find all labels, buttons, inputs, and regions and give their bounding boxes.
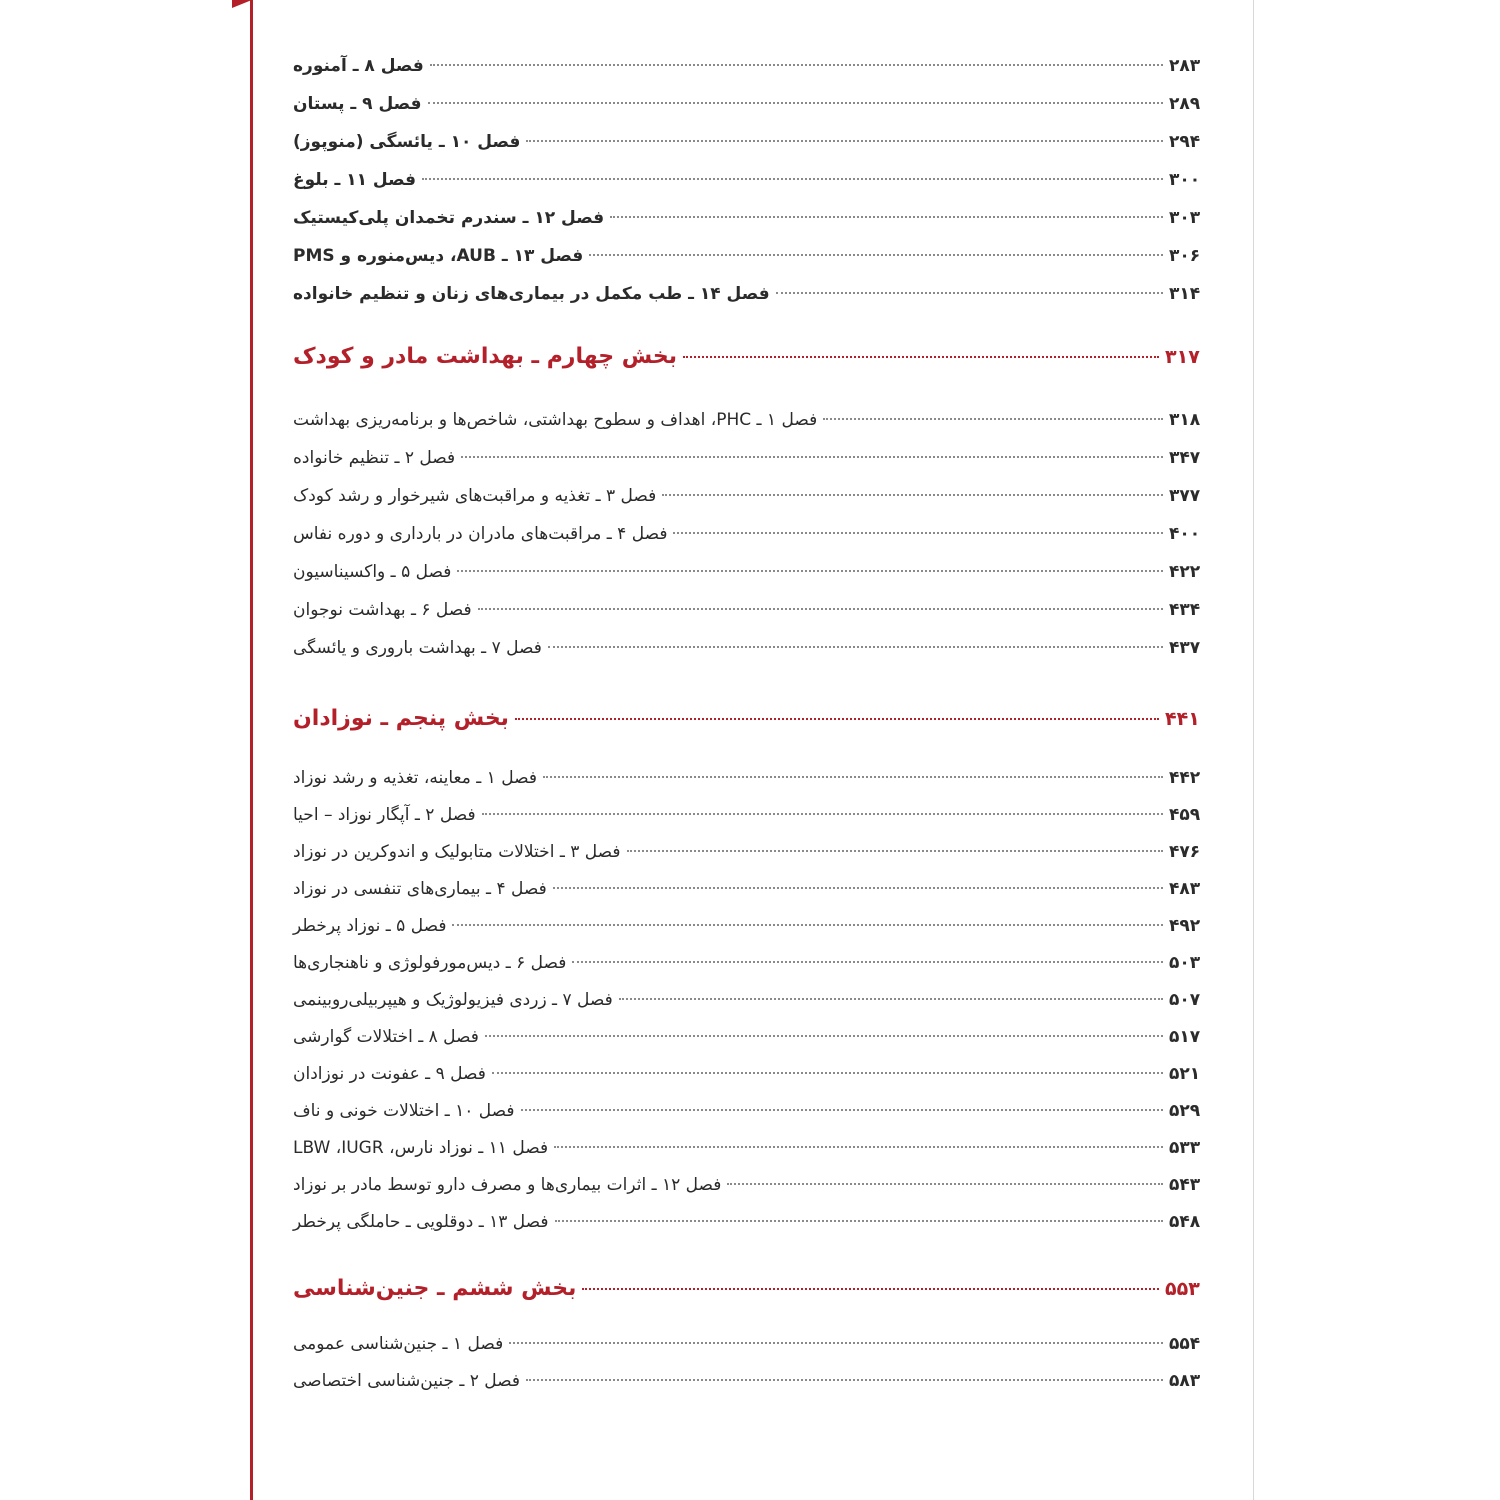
section-title: بخش پنجم ـ نوزادان: [293, 706, 509, 731]
toc-row[interactable]: [293, 56, 1209, 92]
chapter-title: فصل ۸ ـ آمنوره: [293, 56, 424, 76]
chapter-title: فصل ۶ ـ دیس‌مورفولوژی و ناهنجاری‌ها: [293, 953, 567, 973]
dot-leader: [555, 1220, 1163, 1222]
page-number: ۳۴۷: [1169, 448, 1201, 468]
chapter-title: فصل ۱۱ ـ نوزاد نارس، LBW ،IUGR: [293, 1138, 549, 1158]
chapter-title: فصل ۹ ـ پستان: [293, 94, 422, 114]
toc-page: [250, 0, 1254, 1500]
toc-section-heading[interactable]: [293, 706, 1209, 746]
dot-leader: [521, 1109, 1163, 1111]
toc-row[interactable]: [293, 953, 1209, 989]
chapter-title: فصل ۱۴ ـ طب مکمل در بیماری‌های زنان و تنظیم خانواده: [293, 284, 770, 304]
toc-row[interactable]: [293, 1064, 1209, 1100]
toc-row[interactable]: [293, 916, 1209, 952]
chapter-title: فصل ۸ ـ اختلالات گوارشی: [293, 1027, 479, 1047]
toc-row[interactable]: [293, 1212, 1209, 1248]
page-number: ۴۵۹: [1169, 805, 1201, 825]
chapter-title: فصل ۱۲ ـ سندرم تخمدان پلی‌کیستیک: [293, 208, 605, 228]
chapter-title: فصل ۱ ـ جنین‌شناسی عمومی: [293, 1334, 504, 1354]
page-number: ۳۰۰: [1169, 170, 1201, 190]
toc-row[interactable]: [293, 768, 1209, 804]
page-number: ۵۲۱: [1169, 1064, 1201, 1084]
dot-leader: [662, 494, 1163, 496]
toc-row[interactable]: [293, 284, 1209, 320]
dot-leader: [543, 776, 1163, 778]
chapter-title: فصل ۶ ـ بهداشت نوجوان: [293, 600, 472, 620]
page-number: ۵۱۷: [1169, 1027, 1201, 1047]
chapter-title: فصل ۲ ـ آپگار نوزاد – احیا: [293, 805, 476, 825]
page-number: ۴۹۲: [1169, 916, 1201, 936]
page-number: ۲۸۳: [1169, 56, 1201, 76]
chapter-title: فصل ۱ ـ PHC، اهداف و سطوح بهداشتی، شاخص‌ها و برنامه‌ریزی بهداشت: [293, 410, 818, 430]
dot-leader: [727, 1183, 1163, 1185]
toc-row[interactable]: [293, 562, 1209, 598]
dot-leader: [673, 532, 1163, 534]
page-number: ۳۰۶: [1169, 246, 1201, 266]
page-number: ۵۸۳: [1169, 1371, 1201, 1391]
toc-row[interactable]: [293, 486, 1209, 522]
page-number: ۴۳۷: [1169, 638, 1201, 658]
section-page-number: ۴۴۱: [1165, 708, 1200, 730]
toc-row[interactable]: [293, 410, 1209, 446]
dot-leader: [823, 418, 1163, 420]
dot-leader: [526, 1379, 1163, 1381]
page-number: ۵۲۹: [1169, 1101, 1201, 1121]
page-number: ۳۰۳: [1169, 208, 1201, 228]
dot-leader: [422, 178, 1163, 180]
toc-row[interactable]: [293, 448, 1209, 484]
chapter-title: فصل ۲ ـ تنظیم خانواده: [293, 448, 456, 468]
page-number: ۵۵۴: [1169, 1334, 1201, 1354]
toc-row[interactable]: [293, 990, 1209, 1026]
page-number: ۵۴۳: [1169, 1175, 1201, 1195]
toc-row[interactable]: [293, 246, 1209, 282]
dot-leader: [553, 887, 1163, 889]
page-number: ۴۲۲: [1169, 562, 1201, 582]
chapter-title: فصل ۳ ـ اختلالات متابولیک و اندوکرین در نوزاد: [293, 842, 621, 862]
dot-leader: [509, 1342, 1163, 1344]
dot-leader: [428, 102, 1163, 104]
page-number: ۴۷۶: [1169, 842, 1201, 862]
dot-leader: [572, 961, 1163, 963]
section-page-number: ۳۱۷: [1165, 346, 1200, 368]
chapter-title: فصل ۴ ـ بیماری‌های تنفسی در نوزاد: [293, 879, 547, 899]
chapter-title: فصل ۲ ـ جنین‌شناسی اختصاصی: [293, 1371, 521, 1391]
page-number: ۵۰۷: [1169, 990, 1201, 1010]
page-number: ۳۱۸: [1169, 410, 1201, 430]
section-page-number: ۵۵۳: [1165, 1278, 1200, 1300]
dot-leader: [589, 254, 1163, 256]
chapter-title: فصل ۵ ـ نوزاد پرخطر: [293, 916, 447, 936]
toc-row[interactable]: [293, 879, 1209, 915]
dot-leader: [482, 813, 1163, 815]
toc-row[interactable]: [293, 1175, 1209, 1211]
chapter-title: فصل ۵ ـ واکسیناسیون: [293, 562, 452, 582]
toc-row[interactable]: [293, 1371, 1209, 1407]
chapter-title: فصل ۷ ـ بهداشت باروری و یائسگی: [293, 638, 542, 658]
dot-leader: [610, 216, 1163, 218]
chapter-title: فصل ۱۳ ـ دوقلویی ـ حاملگی پرخطر: [293, 1212, 549, 1232]
toc-row[interactable]: [293, 208, 1209, 244]
toc-section-heading[interactable]: [293, 344, 1209, 384]
toc-row[interactable]: [293, 1138, 1209, 1174]
toc-row[interactable]: [293, 600, 1209, 636]
chapter-title: فصل ۱۲ ـ اثرات بیماری‌ها و مصرف دارو توسط مادر بر نوزاد: [293, 1175, 722, 1195]
chapter-title: فصل ۱ ـ معاینه، تغذیه و رشد نوزاد: [293, 768, 537, 788]
dot-leader: [526, 140, 1163, 142]
chapter-title: فصل ۷ ـ زردی فیزیولوژیک و هیپربیلی‌روبینمی: [293, 990, 613, 1010]
chapter-title: فصل ۱۰ ـ یائسگی (منوپوز): [293, 132, 521, 152]
toc-row[interactable]: [293, 1101, 1209, 1137]
dot-leader: [683, 356, 1159, 358]
toc-row[interactable]: [293, 132, 1209, 168]
chapter-title: فصل ۱۳ ـ AUB، دیس‌منوره و PMS: [293, 246, 584, 266]
dot-leader: [492, 1072, 1163, 1074]
toc-row[interactable]: [293, 524, 1209, 560]
page-number: ۳۷۷: [1169, 486, 1201, 506]
toc-row[interactable]: [293, 1027, 1209, 1063]
dot-leader: [554, 1146, 1163, 1148]
toc-row[interactable]: [293, 638, 1209, 674]
page-number: ۵۳۳: [1169, 1138, 1201, 1158]
section-title: بخش چهارم ـ بهداشت مادر و کودک: [293, 344, 677, 369]
dot-leader: [619, 998, 1163, 1000]
toc-row[interactable]: [293, 842, 1209, 878]
chapter-title: فصل ۱۰ ـ اختلالات خونی و ناف: [293, 1101, 515, 1121]
page-number: ۵۰۳: [1169, 953, 1201, 973]
page-number: ۴۸۳: [1169, 879, 1201, 899]
chapter-title: فصل ۳ ـ تغذیه و مراقبت‌های شیرخوار و رشد کودک: [293, 486, 657, 506]
page-number: ۴۴۲: [1169, 768, 1201, 788]
toc-row[interactable]: [293, 805, 1209, 841]
chapter-title: فصل ۴ ـ مراقبت‌های مادران در بارداری و دوره نفاس: [293, 524, 668, 544]
page-number: ۵۴۸: [1169, 1212, 1201, 1232]
chapter-title: فصل ۹ ـ عفونت در نوزادان: [293, 1064, 486, 1084]
dot-leader: [452, 924, 1163, 926]
dot-leader: [457, 570, 1163, 572]
dot-leader: [548, 646, 1163, 648]
section-title: بخش ششم ـ جنین‌شناسی: [293, 1276, 577, 1301]
dot-leader: [430, 64, 1163, 66]
page-number: ۲۸۹: [1169, 94, 1201, 114]
toc-row[interactable]: [293, 1334, 1209, 1370]
dot-leader: [776, 292, 1163, 294]
toc-row[interactable]: [293, 170, 1209, 206]
dot-leader: [478, 608, 1163, 610]
toc-section-heading[interactable]: [293, 1276, 1209, 1316]
dot-leader: [485, 1035, 1163, 1037]
dot-leader: [627, 850, 1163, 852]
page-number: ۲۹۴: [1169, 132, 1201, 152]
dot-leader: [515, 718, 1159, 720]
page-number: ۴۳۴: [1169, 600, 1201, 620]
dot-leader: [461, 456, 1163, 458]
page-number: ۴۰۰: [1169, 524, 1201, 544]
chapter-title: فصل ۱۱ ـ بلوغ: [293, 170, 416, 190]
dot-leader: [582, 1288, 1159, 1290]
page-number: ۳۱۴: [1169, 284, 1201, 304]
toc-row[interactable]: [293, 94, 1209, 130]
